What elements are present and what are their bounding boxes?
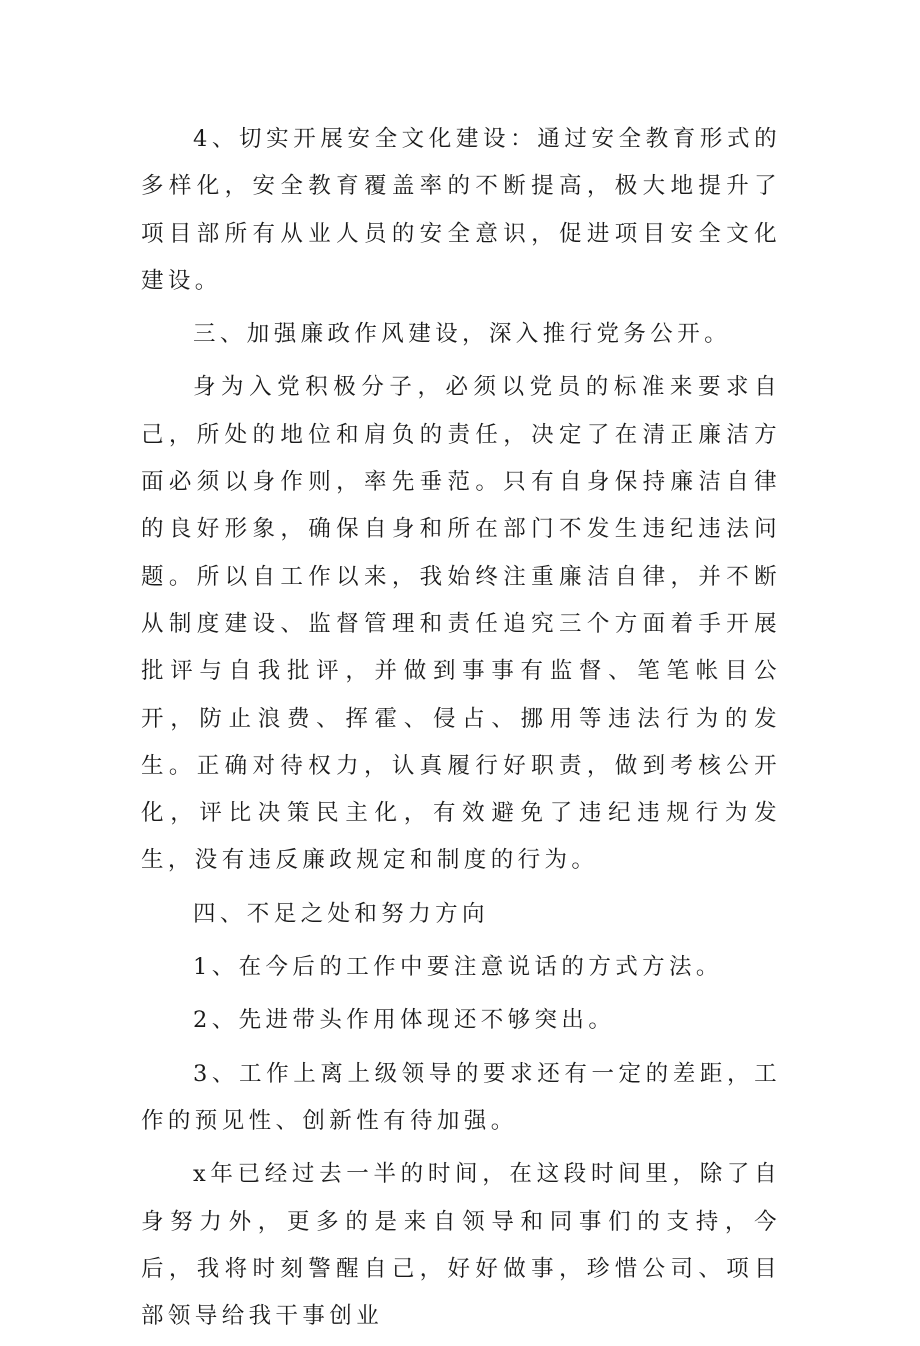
paragraph-safety-culture: 4、切实开展安全文化建设：通过安全教育形式的多样化，安全教育覆盖率的不断提高，极大地提升了项目部所有从业人员的安全意识，促进项目安全文化建设。 bbox=[141, 126, 781, 294]
list-item-1: 1、在今后的工作中要注意说话的方式方法。 bbox=[193, 954, 723, 981]
paragraph-closing: x年已经过去一半的时间，在这段时间里，除了自身努力外，更多的是来自领导和同事们的支持，今后，我将时刻警醒自己，好好做事，珍惜公司、项目部领导给我干事创业 bbox=[141, 1161, 781, 1330]
list-item-3: 3、工作上离上级领导的要求还有一定的差距，工作的预见性、创新性有待加强。 bbox=[141, 1060, 781, 1134]
document-body bbox=[141, 116, 781, 1346]
list-item-2: 2、先进带头作用体现还不够突出。 bbox=[193, 1007, 616, 1034]
paragraph-integrity: 身为入党积极分子，必须以党员的标准来要求自己，所处的地位和肩负的责任，决定了在清正廉洁方面必须以身作则，率先垂范。只有自身保持廉洁自律的良好形象，确保自身和所在部门不发生违纪违法问题。所以自工作以来，我始终注重廉洁自律，并不断从制度建设、监督管理和责任追究三个方面着手开展批评与自我批评，并做到事事有监督、笔笔帐目公开，防止浪费、挥霍、侵占、挪用等违法行为的发生。正确对待权力，认真履行好职责，做到考核公开化，评比决策民主化，有效避免了违纪违规行为发生，没有违反廉政规定和制度的行为。 bbox=[141, 374, 781, 874]
section-heading-integrity: 三、加强廉政作风建设，深入推行党务公开。 bbox=[193, 321, 732, 348]
section-heading-shortcomings: 四、不足之处和努力方向 bbox=[193, 900, 489, 927]
